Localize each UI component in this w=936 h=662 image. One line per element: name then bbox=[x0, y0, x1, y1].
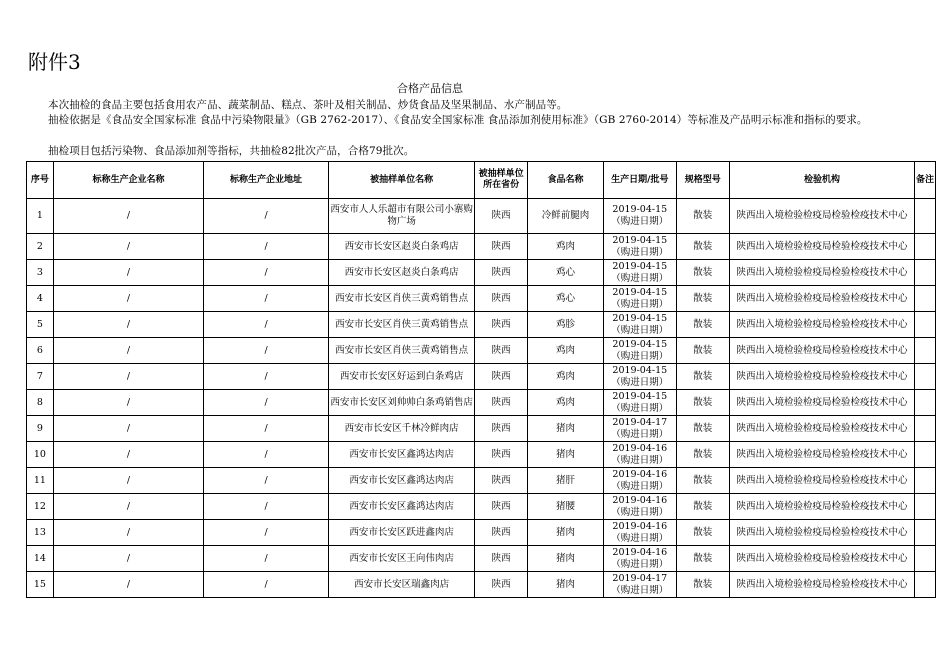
cell-specification: 散装 bbox=[676, 494, 730, 520]
table-row bbox=[27, 546, 936, 572]
cell-production-date: 2019-04-16（购进日期） bbox=[604, 442, 676, 468]
cell-manufacturer-name: / bbox=[53, 364, 203, 390]
qualified-products-table bbox=[26, 161, 936, 598]
cell-specification: 散装 bbox=[676, 234, 730, 260]
cell-specification: 散装 bbox=[676, 338, 730, 364]
table-row bbox=[27, 286, 936, 312]
cell-testing-agency: 陕西出入境检验检疫局检验检疫技术中心 bbox=[730, 546, 915, 572]
cell-food-name: 猪肉 bbox=[527, 442, 603, 468]
cell-province: 陕西 bbox=[475, 442, 528, 468]
cell-manufacturer-address: / bbox=[204, 286, 329, 312]
cell-remarks bbox=[915, 312, 936, 338]
cell-sampled-unit: 西安市长安区刘帅帅白条鸡销售店 bbox=[328, 390, 474, 416]
cell-index: 8 bbox=[27, 390, 54, 416]
cell-sampled-unit: 西安市长安区瑞鑫肉店 bbox=[328, 572, 474, 598]
cell-production-date: 2019-04-15（购进日期） bbox=[604, 234, 676, 260]
cell-sampled-unit: 西安市人人乐超市有限公司小寨购物广场 bbox=[328, 199, 474, 234]
cell-testing-agency: 陕西出入境检验检疫局检验检疫技术中心 bbox=[730, 442, 915, 468]
cell-food-name: 鸡肉 bbox=[527, 390, 603, 416]
cell-food-name: 猪腰 bbox=[527, 494, 603, 520]
table-row bbox=[27, 364, 936, 390]
table-header-row bbox=[27, 162, 936, 199]
header-manufacturer-name: 标称生产企业名称 bbox=[53, 162, 203, 199]
cell-manufacturer-name: / bbox=[53, 442, 203, 468]
cell-sampled-unit: 西安市长安区肖侠三黄鸡销售点 bbox=[328, 338, 474, 364]
cell-testing-agency: 陕西出入境检验检疫局检验检疫技术中心 bbox=[730, 468, 915, 494]
cell-manufacturer-name: / bbox=[53, 390, 203, 416]
cell-province: 陕西 bbox=[475, 286, 528, 312]
cell-production-date: 2019-04-15（购进日期） bbox=[604, 286, 676, 312]
cell-specification: 散装 bbox=[676, 364, 730, 390]
cell-food-name: 猪肉 bbox=[527, 572, 603, 598]
cell-manufacturer-name: / bbox=[53, 546, 203, 572]
table-row bbox=[27, 442, 936, 468]
cell-remarks bbox=[915, 416, 936, 442]
cell-food-name: 鸡肉 bbox=[527, 364, 603, 390]
cell-remarks bbox=[915, 199, 936, 234]
cell-food-name: 鸡心 bbox=[527, 286, 603, 312]
cell-manufacturer-name: / bbox=[53, 199, 203, 234]
cell-testing-agency: 陕西出入境检验检疫局检验检疫技术中心 bbox=[730, 260, 915, 286]
cell-manufacturer-address: / bbox=[204, 234, 329, 260]
cell-province: 陕西 bbox=[475, 199, 528, 234]
document-title: 合格产品信息 bbox=[397, 82, 463, 95]
cell-food-name: 鸡肉 bbox=[527, 338, 603, 364]
cell-production-date: 2019-04-15（购进日期） bbox=[604, 199, 676, 234]
cell-specification: 散装 bbox=[676, 468, 730, 494]
cell-testing-agency: 陕西出入境检验检疫局检验检疫技术中心 bbox=[730, 234, 915, 260]
cell-testing-agency: 陕西出入境检验检疫局检验检疫技术中心 bbox=[730, 494, 915, 520]
cell-specification: 散装 bbox=[676, 416, 730, 442]
cell-province: 陕西 bbox=[475, 546, 528, 572]
cell-testing-agency: 陕西出入境检验检疫局检验检疫技术中心 bbox=[730, 199, 915, 234]
cell-food-name: 冷鲜前腿肉 bbox=[527, 199, 603, 234]
cell-index: 9 bbox=[27, 416, 54, 442]
cell-specification: 散装 bbox=[676, 390, 730, 416]
cell-manufacturer-name: / bbox=[53, 572, 203, 598]
cell-manufacturer-address: / bbox=[204, 572, 329, 598]
table-row bbox=[27, 234, 936, 260]
cell-specification: 散装 bbox=[676, 442, 730, 468]
table-body bbox=[27, 199, 936, 598]
cell-production-date: 2019-04-16（购进日期） bbox=[604, 468, 676, 494]
cell-remarks bbox=[915, 468, 936, 494]
cell-manufacturer-address: / bbox=[204, 312, 329, 338]
intro-paragraph-basis: 抽检依据是《食品安全国家标准 食品中污染物限量》（GB 2762-2017）、《食品安全国家标准 食品添加剂使用标准》（GB 2760-2014）等标准及产品明示标准和指标的要求。 bbox=[48, 114, 868, 126]
cell-remarks bbox=[915, 494, 936, 520]
cell-sampled-unit: 西安市长安区千林冷鲜肉店 bbox=[328, 416, 474, 442]
cell-province: 陕西 bbox=[475, 494, 528, 520]
cell-province: 陕西 bbox=[475, 338, 528, 364]
intro-paragraph-scope: 本次抽检的食品主要包括食用农产品、蔬菜制品、糕点、茶叶及相关制品、炒货食品及坚果制品、水产制品等。 bbox=[48, 99, 568, 111]
cell-index: 2 bbox=[27, 234, 54, 260]
cell-index: 1 bbox=[27, 199, 54, 234]
cell-province: 陕西 bbox=[475, 468, 528, 494]
header-sampled-unit: 被抽样单位名称 bbox=[328, 162, 474, 199]
cell-manufacturer-address: / bbox=[204, 546, 329, 572]
cell-food-name: 猪肉 bbox=[527, 416, 603, 442]
cell-remarks bbox=[915, 286, 936, 312]
cell-food-name: 鸡心 bbox=[527, 260, 603, 286]
cell-index: 15 bbox=[27, 572, 54, 598]
cell-sampled-unit: 西安市长安区肖侠三黄鸡销售点 bbox=[328, 312, 474, 338]
cell-manufacturer-name: / bbox=[53, 520, 203, 546]
cell-remarks bbox=[915, 260, 936, 286]
cell-province: 陕西 bbox=[475, 364, 528, 390]
table-row bbox=[27, 338, 936, 364]
table-row bbox=[27, 572, 936, 598]
cell-sampled-unit: 西安市长安区王向伟肉店 bbox=[328, 546, 474, 572]
cell-sampled-unit: 西安市长安区赵炎白条鸡店 bbox=[328, 234, 474, 260]
header-specification: 规格型号 bbox=[676, 162, 730, 199]
cell-manufacturer-name: / bbox=[53, 338, 203, 364]
cell-testing-agency: 陕西出入境检验检疫局检验检疫技术中心 bbox=[730, 364, 915, 390]
cell-index: 5 bbox=[27, 312, 54, 338]
cell-index: 7 bbox=[27, 364, 54, 390]
cell-province: 陕西 bbox=[475, 234, 528, 260]
cell-production-date: 2019-04-17（购进日期） bbox=[604, 572, 676, 598]
header-testing-agency: 检验机构 bbox=[730, 162, 915, 199]
cell-sampled-unit: 西安市长安区肖侠三黄鸡销售点 bbox=[328, 286, 474, 312]
cell-manufacturer-address: / bbox=[204, 442, 329, 468]
table-row bbox=[27, 199, 936, 234]
cell-manufacturer-address: / bbox=[204, 416, 329, 442]
cell-remarks bbox=[915, 546, 936, 572]
cell-specification: 散装 bbox=[676, 520, 730, 546]
cell-production-date: 2019-04-15（购进日期） bbox=[604, 338, 676, 364]
cell-manufacturer-name: / bbox=[53, 260, 203, 286]
cell-testing-agency: 陕西出入境检验检疫局检验检疫技术中心 bbox=[730, 338, 915, 364]
cell-food-name: 猪肉 bbox=[527, 546, 603, 572]
cell-specification: 散装 bbox=[676, 199, 730, 234]
cell-food-name: 猪肉 bbox=[527, 520, 603, 546]
cell-manufacturer-name: / bbox=[53, 416, 203, 442]
cell-index: 12 bbox=[27, 494, 54, 520]
cell-production-date: 2019-04-15（购进日期） bbox=[604, 364, 676, 390]
cell-testing-agency: 陕西出入境检验检疫局检验检疫技术中心 bbox=[730, 520, 915, 546]
cell-production-date: 2019-04-16（购进日期） bbox=[604, 520, 676, 546]
cell-specification: 散装 bbox=[676, 312, 730, 338]
cell-remarks bbox=[915, 390, 936, 416]
cell-production-date: 2019-04-17（购进日期） bbox=[604, 416, 676, 442]
table-row bbox=[27, 260, 936, 286]
cell-manufacturer-name: / bbox=[53, 286, 203, 312]
cell-manufacturer-address: / bbox=[204, 260, 329, 286]
cell-production-date: 2019-04-16（购进日期） bbox=[604, 546, 676, 572]
cell-index: 10 bbox=[27, 442, 54, 468]
cell-province: 陕西 bbox=[475, 416, 528, 442]
table-row bbox=[27, 520, 936, 546]
cell-manufacturer-name: / bbox=[53, 494, 203, 520]
cell-food-name: 猪肝 bbox=[527, 468, 603, 494]
cell-testing-agency: 陕西出入境检验检疫局检验检疫技术中心 bbox=[730, 286, 915, 312]
cell-food-name: 鸡肉 bbox=[527, 234, 603, 260]
cell-remarks bbox=[915, 572, 936, 598]
cell-province: 陕西 bbox=[475, 572, 528, 598]
cell-index: 3 bbox=[27, 260, 54, 286]
header-production-date: 生产日期/批号 bbox=[604, 162, 676, 199]
cell-manufacturer-address: / bbox=[204, 468, 329, 494]
cell-remarks bbox=[915, 338, 936, 364]
cell-index: 14 bbox=[27, 546, 54, 572]
cell-manufacturer-address: / bbox=[204, 520, 329, 546]
cell-manufacturer-name: / bbox=[53, 312, 203, 338]
cell-index: 4 bbox=[27, 286, 54, 312]
cell-sampled-unit: 西安市长安区赵炎白条鸡店 bbox=[328, 260, 474, 286]
cell-testing-agency: 陕西出入境检验检疫局检验检疫技术中心 bbox=[730, 390, 915, 416]
cell-sampled-unit: 西安市长安区好运到白条鸡店 bbox=[328, 364, 474, 390]
cell-remarks bbox=[915, 234, 936, 260]
cell-production-date: 2019-04-15（购进日期） bbox=[604, 390, 676, 416]
table-row bbox=[27, 416, 936, 442]
cell-remarks bbox=[915, 520, 936, 546]
cell-index: 6 bbox=[27, 338, 54, 364]
header-index: 序号 bbox=[27, 162, 54, 199]
cell-specification: 散装 bbox=[676, 260, 730, 286]
header-manufacturer-address: 标称生产企业地址 bbox=[204, 162, 329, 199]
cell-food-name: 鸡胗 bbox=[527, 312, 603, 338]
cell-production-date: 2019-04-16（购进日期） bbox=[604, 494, 676, 520]
header-remarks: 备注 bbox=[915, 162, 936, 199]
cell-sampled-unit: 西安市长安区跃进鑫肉店 bbox=[328, 520, 474, 546]
cell-manufacturer-address: / bbox=[204, 494, 329, 520]
cell-manufacturer-address: / bbox=[204, 199, 329, 234]
header-province: 被抽样单位所在省份 bbox=[475, 162, 528, 199]
cell-production-date: 2019-04-15（购进日期） bbox=[604, 312, 676, 338]
table-row bbox=[27, 494, 936, 520]
cell-province: 陕西 bbox=[475, 390, 528, 416]
cell-index: 13 bbox=[27, 520, 54, 546]
cell-sampled-unit: 西安市长安区鑫鸿达肉店 bbox=[328, 442, 474, 468]
cell-remarks bbox=[915, 442, 936, 468]
attachment-label: 附件3 bbox=[28, 50, 81, 74]
cell-province: 陕西 bbox=[475, 312, 528, 338]
table-row bbox=[27, 312, 936, 338]
cell-testing-agency: 陕西出入境检验检疫局检验检疫技术中心 bbox=[730, 312, 915, 338]
cell-sampled-unit: 西安市长安区鑫鸿达肉店 bbox=[328, 468, 474, 494]
cell-production-date: 2019-04-15（购进日期） bbox=[604, 260, 676, 286]
cell-testing-agency: 陕西出入境检验检疫局检验检疫技术中心 bbox=[730, 572, 915, 598]
cell-remarks bbox=[915, 364, 936, 390]
header-food-name: 食品名称 bbox=[527, 162, 603, 199]
intro-paragraph-items: 抽检项目包括污染物、食品添加剂等指标，共抽检82批次产品，合格79批次。 bbox=[48, 145, 415, 157]
cell-manufacturer-name: / bbox=[53, 468, 203, 494]
cell-sampled-unit: 西安市长安区鑫鸿达肉店 bbox=[328, 494, 474, 520]
table-row bbox=[27, 468, 936, 494]
cell-specification: 散装 bbox=[676, 286, 730, 312]
cell-manufacturer-name: / bbox=[53, 234, 203, 260]
cell-manufacturer-address: / bbox=[204, 364, 329, 390]
table-row bbox=[27, 390, 936, 416]
cell-manufacturer-address: / bbox=[204, 338, 329, 364]
cell-manufacturer-address: / bbox=[204, 390, 329, 416]
cell-specification: 散装 bbox=[676, 572, 730, 598]
cell-province: 陕西 bbox=[475, 520, 528, 546]
cell-province: 陕西 bbox=[475, 260, 528, 286]
cell-specification: 散装 bbox=[676, 546, 730, 572]
cell-index: 11 bbox=[27, 468, 54, 494]
cell-testing-agency: 陕西出入境检验检疫局检验检疫技术中心 bbox=[730, 416, 915, 442]
